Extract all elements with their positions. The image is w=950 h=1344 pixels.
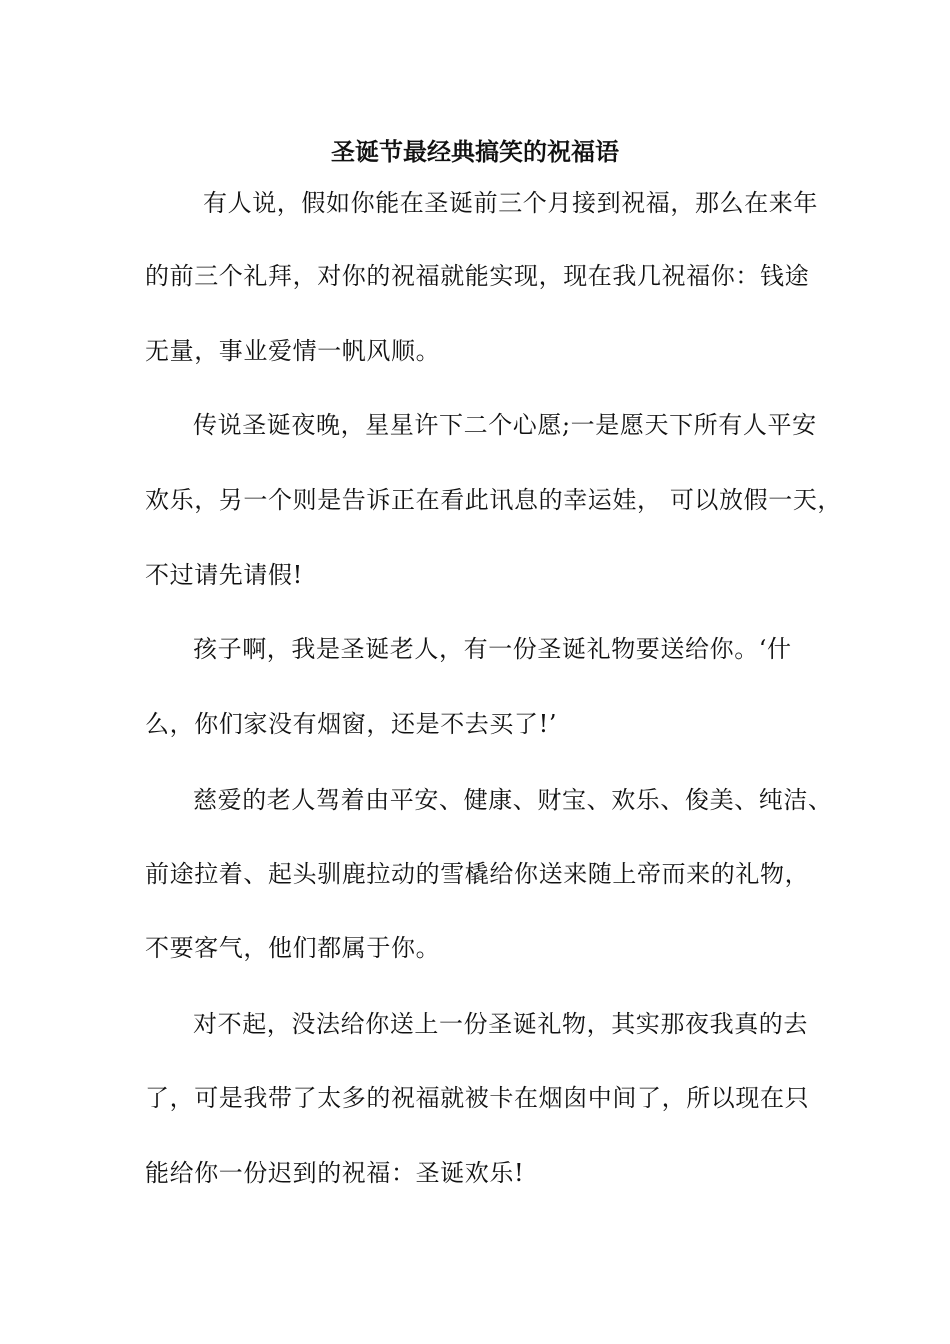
paragraph-1-line-1: 有人说，假如你能在圣诞前三个月接到祝福，那么在来年: [203, 189, 818, 217]
paragraph-3-line-1: 孩子啊，我是圣诞老人，有一份圣诞礼物要送给你。‘什: [193, 635, 792, 663]
paragraph-5-line-3: 能给你一份迟到的祝福：圣诞欢乐!: [145, 1159, 525, 1187]
paragraph-4-line-2: 前途拉着、起头驯鹿拉动的雪橇给你送来随上帝而来的礼物，: [145, 860, 810, 888]
paragraph-1-line-3: 无量，事业爱情一帆风顺。: [145, 337, 441, 365]
paragraph-3-line-2: 么，你们家没有烟窗，还是不去买了!’: [145, 710, 558, 738]
paragraph-2-line-3: 不过请先请假!: [145, 561, 303, 589]
paragraph-4-line-1: 慈爱的老人驾着由平安、健康、财宝、欢乐、俊美、纯洁、: [193, 786, 833, 814]
paragraph-5-line-2: 了，可是我带了太多的祝福就被卡在烟囱中间了，所以现在只: [145, 1084, 810, 1112]
document-title: 圣诞节最经典搞笑的祝福语: [331, 137, 619, 166]
paragraph-4-line-3: 不要客气，他们都属于你。: [145, 934, 441, 962]
paragraph-5-line-1: 对不起，没法给你送上一份圣诞礼物，其实那夜我真的去: [193, 1010, 808, 1038]
paragraph-2-line-1: 传说圣诞夜晚，星星许下二个心愿;一是愿天下所有人平安: [193, 411, 817, 439]
paragraph-1-line-2: 的前三个礼拜，对你的祝福就能实现，现在我几祝福你：钱途: [145, 262, 810, 290]
paragraph-2-line-2: 欢乐，另一个则是告诉正在看此讯息的幸运娃， 可以放假一天，: [145, 486, 843, 514]
